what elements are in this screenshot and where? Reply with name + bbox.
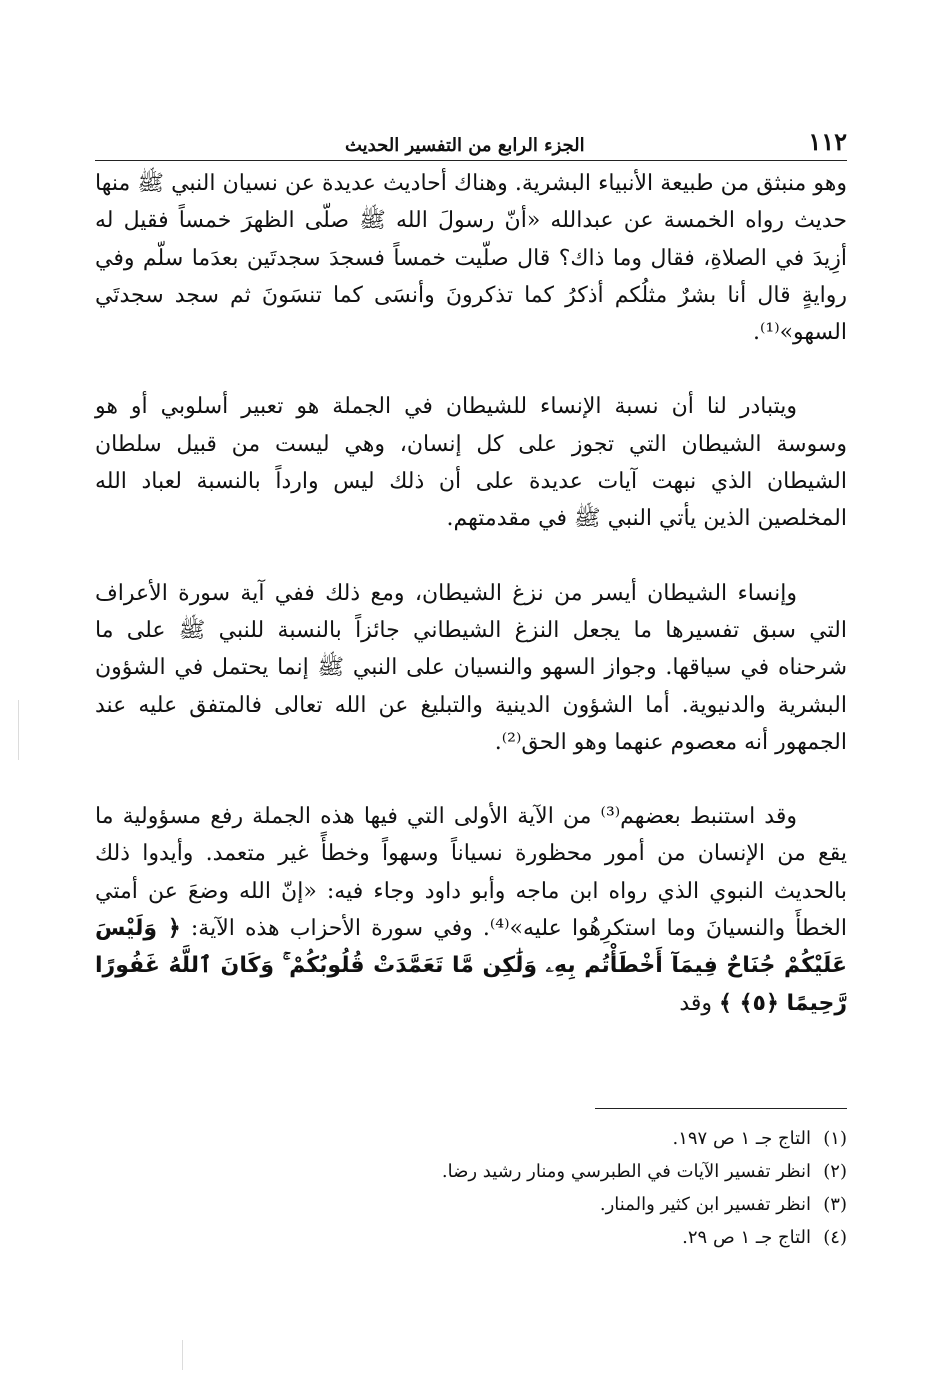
footnote-item — [95, 1221, 847, 1254]
footnote-text: التاج جـ ١ ص ١٩٧. — [672, 1128, 811, 1149]
footnote-divider — [595, 1108, 847, 1109]
trailing-text: وقد — [679, 990, 713, 1016]
footnote-text: انظر تفسير ابن كثير والمنار. — [599, 1194, 811, 1215]
scan-mark — [18, 700, 19, 760]
footnote-text: انظر تفسير الآيات في الطبرسي ومنار رشيد رضا. — [441, 1161, 811, 1182]
footnote-item — [95, 1155, 847, 1188]
paragraph-4 — [95, 798, 847, 1022]
footnote-number: (٣) — [823, 1194, 847, 1215]
main-text — [95, 165, 847, 1059]
page-number: ١١٢ — [808, 127, 847, 156]
footnotes — [95, 1122, 847, 1254]
paragraph-4-text: وقد استنبط بعضهم⁽³⁾ من الآية الأولى التي فيها هذه الجملة رفع مسؤولية ما يقع من الإنسان من أمور محظورة نسياناً وسهواً وخطأً غير متعمد. وأيدوا ذلك بالحديث النبوي الذي رواه ابن ماجه وأبو داود وجاء فيه: «إنّ الله وضعَ عن أمتي الخطأَ والنسيانَ وما استكرِهُوا عليه»⁽⁴⁾. وفي سورة الأحزاب هذه الآية: — [95, 804, 847, 942]
footnote-text: التاج جـ ١ ص ٢٩. — [682, 1227, 811, 1248]
scan-mark — [182, 1340, 183, 1370]
running-title: الجزء الرابع من التفسير الحديث — [345, 135, 585, 156]
page-header — [95, 120, 847, 161]
footnote-number: (١) — [823, 1128, 847, 1149]
quran-verse: ﴿ وَلَيْسَ عَلَيْكُمْ جُنَاحٌ فِيمَآ أَخْطَأْتُم بِهِۦ وَلَٰكِن مَّا تَعَمَّدَتْ قُلُوبُكُمْ ۚ وَكَانَ ٱللَّهُ غَفُورًا رَّحِيمًا ﴿٥﴾ ﴾ — [95, 916, 847, 1016]
paragraph-3: وإنساء الشيطان أيسر من نزغ الشيطان، ومع ذلك ففي آية سورة الأعراف التي سبق تفسيرها ما يجعل النزغ الشيطاني جائزاً بالنسبة للنبي ﷺ على ما شرحناه في سياقها. وجواز السهو والنسيان على النبي ﷺ إنما يحتمل في الشؤون البشرية والدنيوية. أما الشؤون الدينية والتبليغ عن الله تعالى فالمتفق عليه عند الجمهور أنه معصوم عنهما وهو الحق⁽²⁾. — [95, 580, 847, 755]
paragraph-1: وهو منبثق من طبيعة الأنبياء البشرية. وهناك أحاديث عديدة عن نسيان النبي ﷺ منها حديث رواه الخمسة عن عبدالله «أنّ رسولَ الله ﷺ صلّى الظهرَ خمساً فقيل له أزِيدَ في الصلاةِ، فقال وما ذاك؟ قال صلّيت خمساً فسجدَ سجدتَين بعدَما سلّم وفي روايةٍ قال أنا بشرٌ مثلُكم أذكرُ كما تذكرونَ وأنسَى كما تنسَونَ ثم سجد سجدتَي السهو»⁽¹⁾. — [95, 171, 848, 346]
footnote-number: (٢) — [823, 1161, 847, 1182]
paragraph-2: ويتبادر لنا أن نسبة الإنساء للشيطان في الجملة هو تعبير أسلوبي أو هو وسوسة الشيطان التي تجوز على كل إنسان، وهي ليست من قبيل سلطان الشيطان الذي نبهت آيات عديدة على أن ذلك ليس وارداً بالنسبة لعباد الله المخلصين الذين يأتي النبي ﷺ في مقدمتهم. — [95, 394, 847, 532]
footnote-item — [95, 1188, 847, 1221]
footnote-item — [95, 1122, 847, 1155]
footnote-number: (٤) — [823, 1227, 847, 1248]
